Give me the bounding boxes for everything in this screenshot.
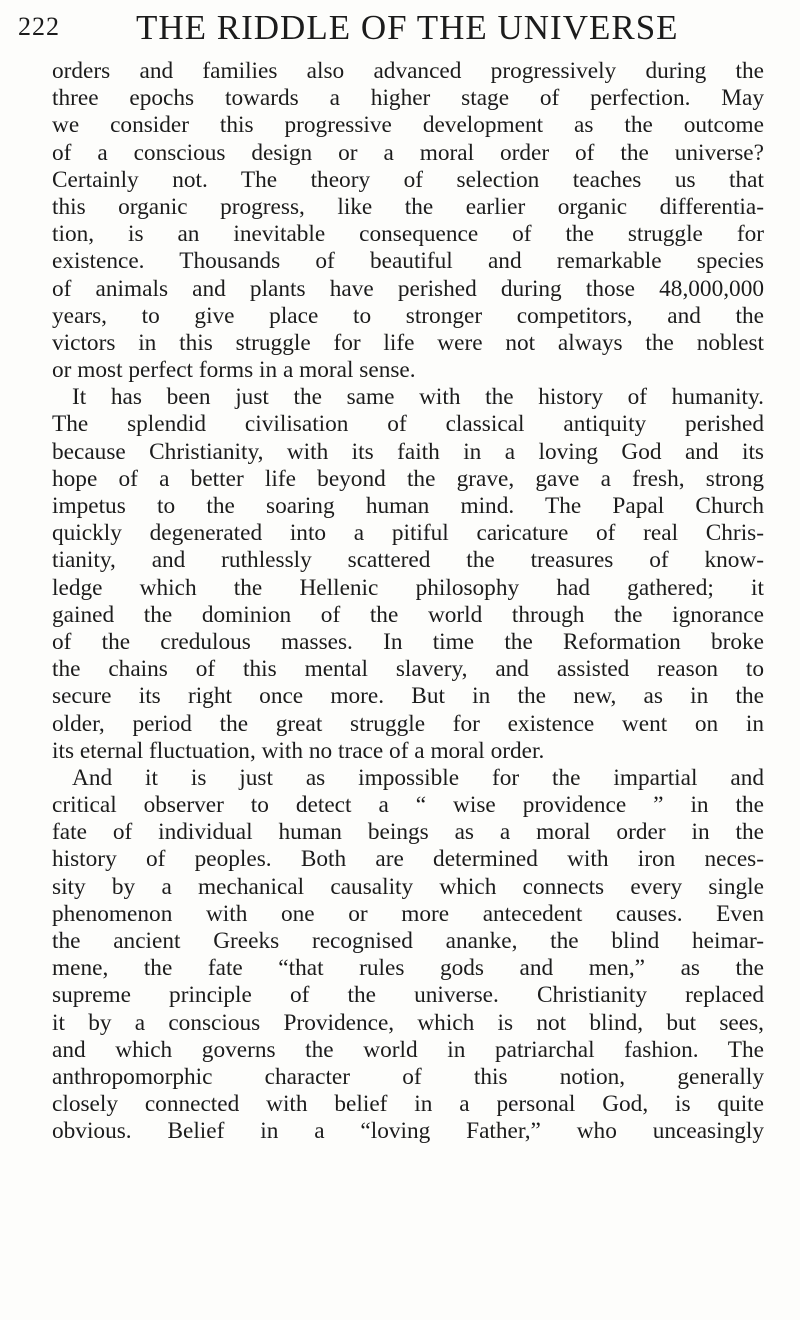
text-line: impetus to the soaring human mind. The Papal Church [52,493,764,519]
text-line: The splendid civilisation of classical antiquity perished [52,411,764,438]
text-line: tianity, and ruthlessly scattered the treasures of know- [52,547,764,574]
text-line: phenomenon with one or more antecedent causes. Even [52,900,764,927]
text-line: It has been just the same with the history of humanity. [72,384,764,411]
text-line: sity by a mechanical causality which connects every single [52,873,764,900]
text-line: And it is just as impossible for the impartial and [72,764,764,791]
text-line: it by a conscious Providence, which is not blind, but sees, [52,1009,764,1036]
text-line: the ancient Greeks recognised ananke, the blind heimar- [52,928,764,954]
text-line: secure its right once more. But in the new, as in the [52,683,764,710]
text-line: of a conscious design or a moral order of the universe? [52,139,764,166]
running-head: THE RIDDLE OF THE UNIVERSE [136,8,679,47]
text-line: of animals and plants have perished during those 48,000,000 [52,275,764,302]
page-number: 222 [18,12,60,41]
text-line: quickly degenerated into a pitiful caricature of real Chris- [52,520,764,547]
text-line: its eternal fluctuation, with no trace of a moral order. [52,737,545,764]
text-line: existence. Thousands of beautiful and remarkable species [52,248,764,275]
text-line: orders and families also advanced progressively during the [52,58,764,84]
text-line: years, to give place to stronger competitors, and the [52,302,764,329]
text-line: mene, the fate “that rules gods and men,” as the [52,955,764,982]
text-line: older, period the great struggle for existence went on in [52,710,764,737]
text-line: we consider this progressive development as the outcome [52,112,764,139]
text-line: anthropomorphic character of this notion, generally [52,1063,764,1090]
text-line: or most perfect forms in a moral sense. [52,357,416,384]
text-line: history of peoples. Both are determined with iron neces- [52,846,764,873]
text-line: and which governs the world in patriarchal fashion. The [52,1036,764,1063]
text-line: ledge which the Hellenic philosophy had gathered; it [52,574,764,601]
body-text [52,58,764,1146]
text-line: critical observer to detect a “ wise providence ” in the [52,792,764,819]
text-line: closely connected with belief in a personal God, is quite [52,1091,764,1118]
text-line: Certainly not. The theory of selection teaches us that [52,166,764,193]
text-line: hope of a better life beyond the grave, gave a fresh, strong [52,465,764,492]
page-header [18,6,780,52]
text-line: supreme principle of the universe. Christianity replaced [52,982,764,1009]
text-line: because Christianity, with its faith in a loving God and its [52,438,764,465]
text-line: gained the dominion of the world through the ignorance [52,601,764,628]
text-line: victors in this struggle for life were not always the noblest [52,329,764,356]
text-line: the chains of this mental slavery, and assisted reason to [52,656,764,683]
text-line: fate of individual human beings as a moral order in the [52,819,764,846]
text-line: three epochs towards a higher stage of perfection. May [52,85,764,112]
text-line: this organic progress, like the earlier organic differentia- [52,193,764,220]
text-line: tion, is an inevitable consequence of the struggle for [52,221,764,248]
text-line: of the credulous masses. In time the Reformation broke [52,628,764,655]
text-line: obvious. Belief in a “loving Father,” who unceasingly [52,1118,764,1145]
